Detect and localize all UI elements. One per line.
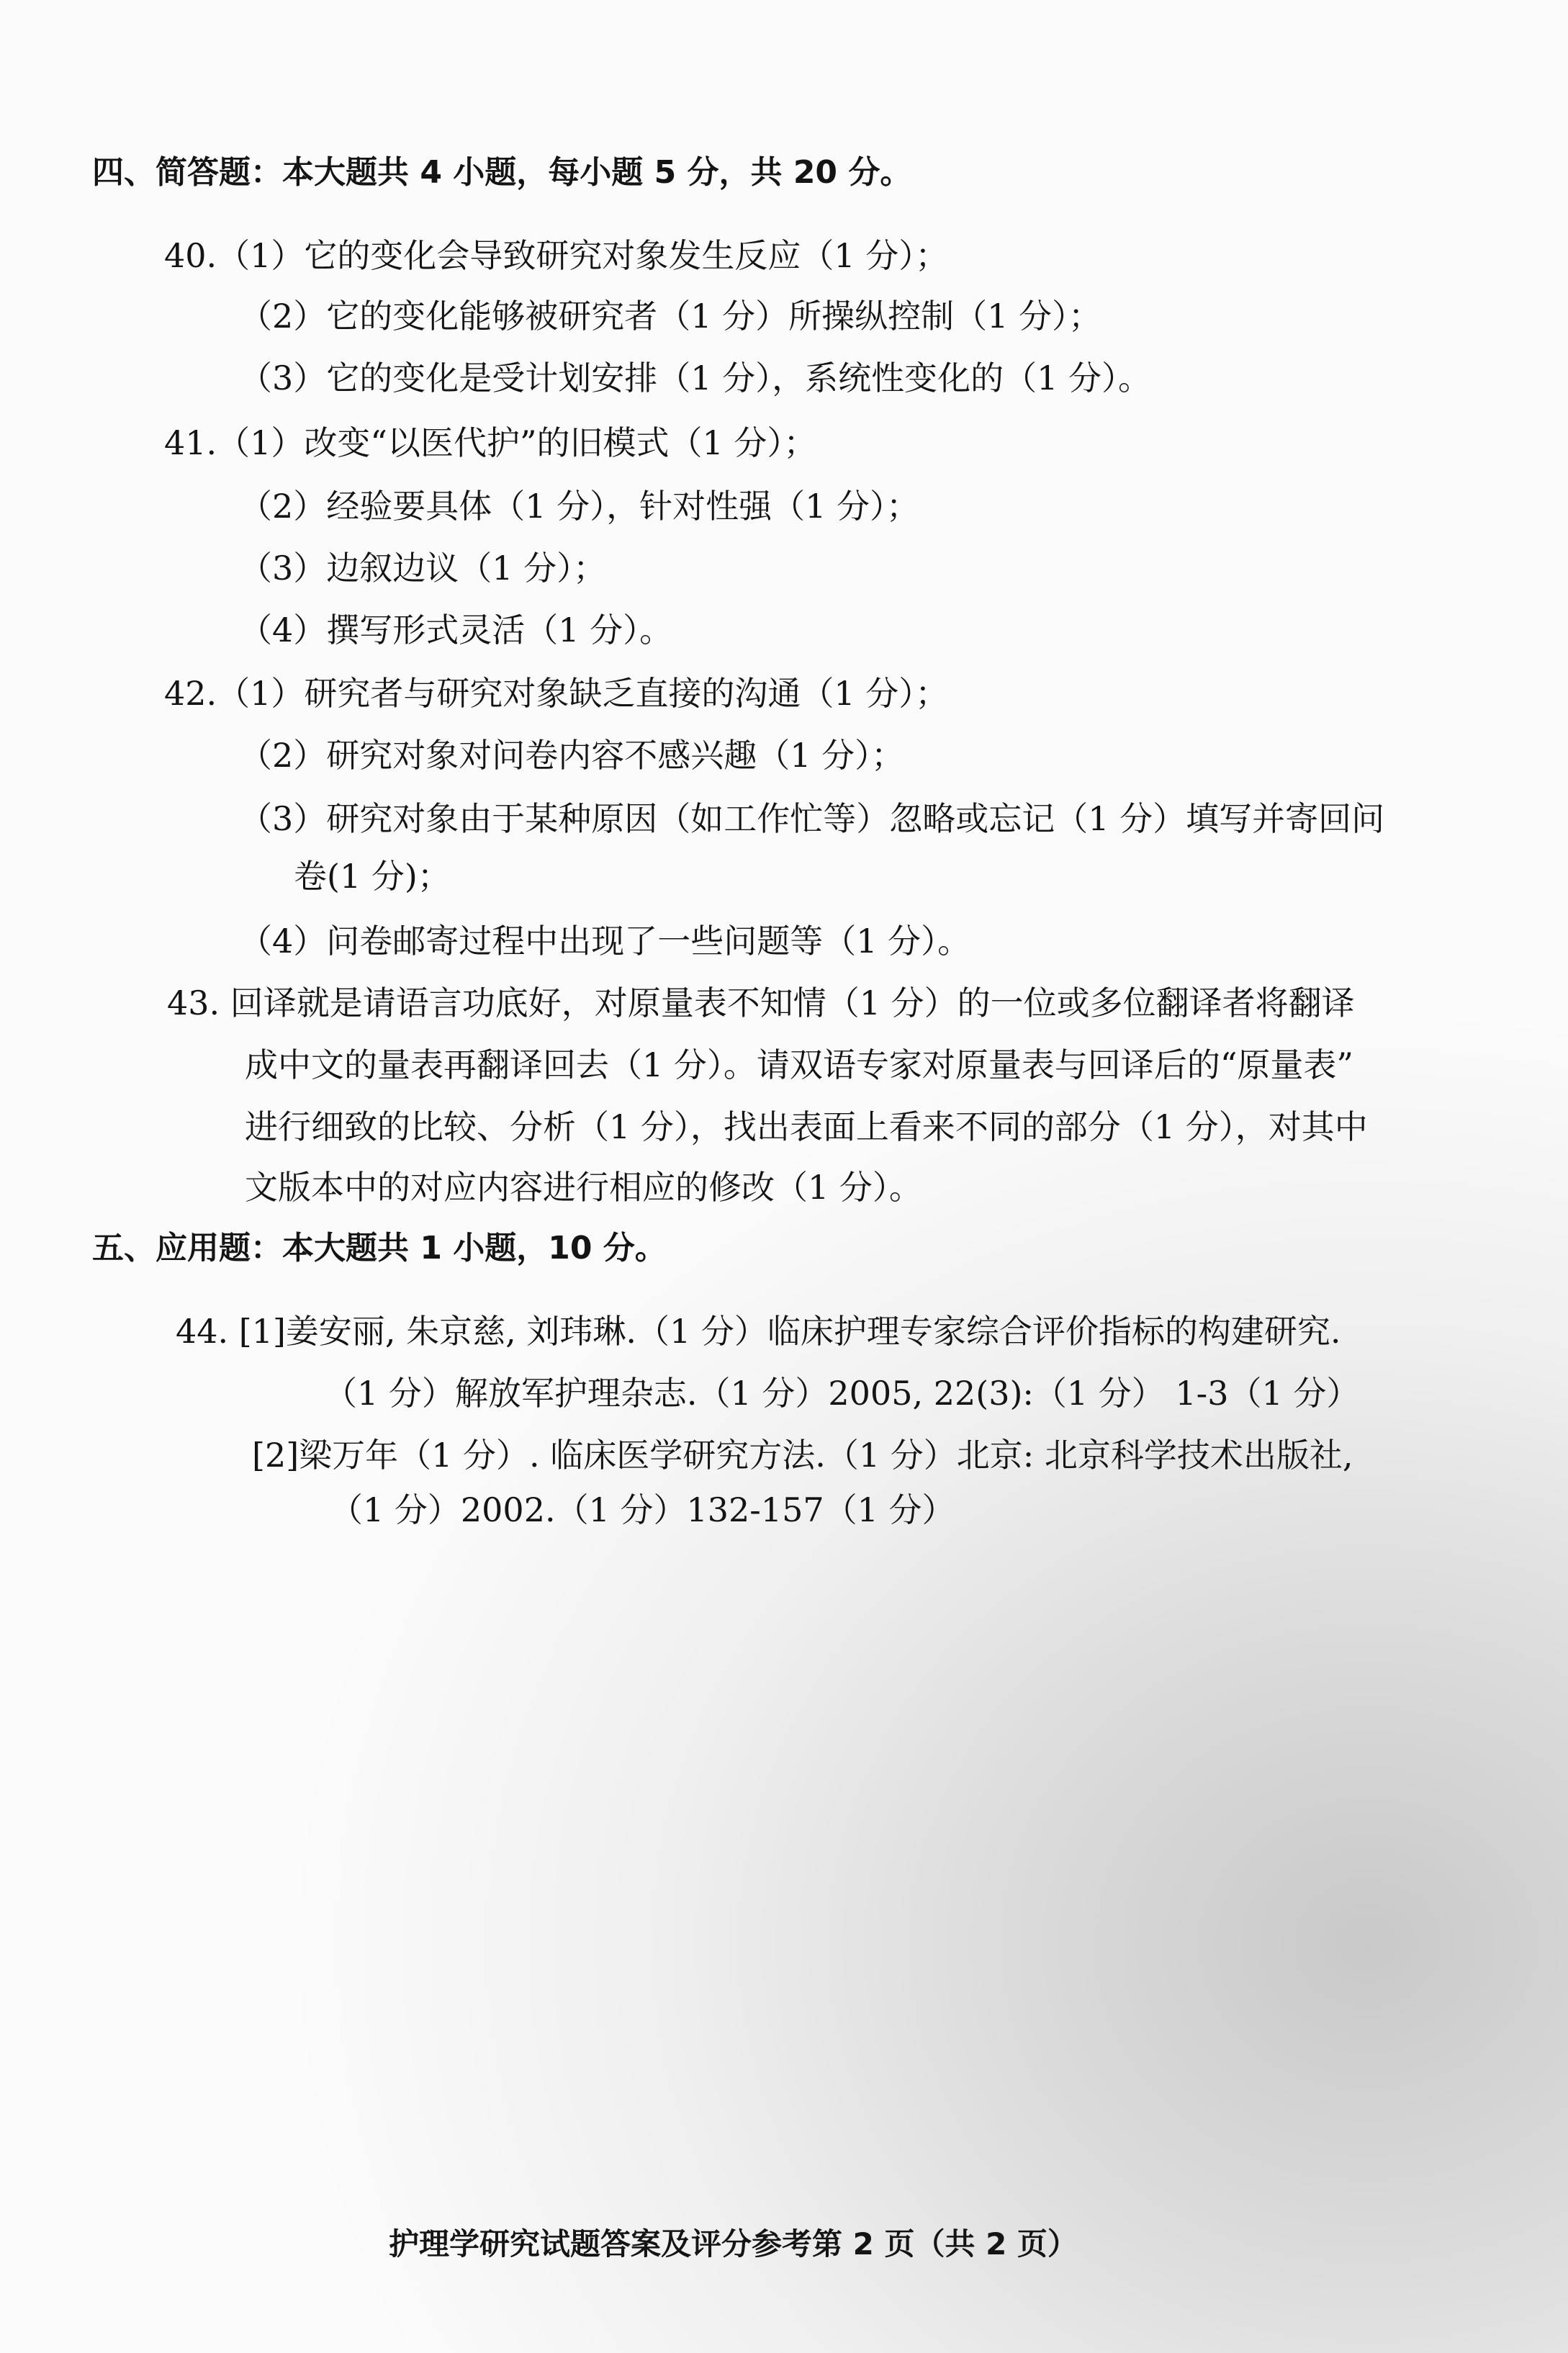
answer-43-line: 43. 回译就是请语言功底好，对原量表不知情（1 分）的一位或多位翻译者将翻译 <box>167 984 1355 1022</box>
answer-42-line: 42.（1）研究者与研究对象缺乏直接的沟通（1 分）； <box>164 674 949 713</box>
answer-43-line: 成中文的量表再翻译回去（1 分）。请双语专家对原量表与回译后的“原量表” <box>245 1045 1353 1084</box>
answer-41-line: （3）边叙边议（1 分）； <box>239 549 607 588</box>
answer-41-line: 41.（1）改变“以医代护”的旧模式（1 分）； <box>164 423 817 462</box>
answer-44-line: 44. [1]姜安丽, 朱京慈, 刘玮琳.（1 分）临床护理专家综合评价指标的构建研究. <box>176 1312 1341 1351</box>
page-footer: 护理学研究试题答案及评分参考第 2 页（共 2 页） <box>389 2226 1078 2262</box>
answer-43-line: 文版本中的对应内容进行相应的修改（1 分）。 <box>245 1168 922 1207</box>
answer-40-line: 40.（1）它的变化会导致研究对象发生反应（1 分）； <box>164 236 949 275</box>
section-5-heading: 五、应用题：本大题共 1 小题，10 分。 <box>92 1230 667 1267</box>
answer-44-line: [2]梁万年（1 分）. 临床医学研究方法.（1 分）北京: 北京科学技术出版社, <box>252 1436 1353 1475</box>
answer-42-line: 卷(1 分)； <box>294 857 451 896</box>
answer-40-line: （2）它的变化能够被研究者（1 分）所操纵控制（1 分）； <box>239 297 1102 336</box>
answer-42-line: （2）研究对象对问卷内容不感兴趣（1 分）； <box>239 736 905 775</box>
answer-42-line: （3）研究对象由于某种原因（如工作忙等）忽略或忘记（1 分）填写并寄回问 <box>239 799 1385 838</box>
answer-43-line: 进行细致的比较、分析（1 分），找出表面上看来不同的部分（1 分），对其中 <box>245 1107 1368 1146</box>
answer-44-line: （1 分）2002.（1 分）132-157（1 分） <box>330 1490 955 1529</box>
section-4-heading: 四、简答题：本大题共 4 小题，每小题 5 分，共 20 分。 <box>92 154 912 191</box>
answer-41-line: （4）撰写形式灵活（1 分）。 <box>239 611 673 649</box>
answer-41-line: （2）经验要具体（1 分），针对性强（1 分）； <box>239 487 920 526</box>
answer-42-line: （4）问卷邮寄过程中出现了一些问题等（1 分）。 <box>239 922 971 960</box>
answer-40-line: （3）它的变化是受计划安排（1 分），系统性变化的（1 分）。 <box>239 359 1152 397</box>
answer-44-line: （1 分）解放军护理杂志.（1 分）2005, 22(3):（1 分） 1-3（1 分） <box>324 1374 1360 1413</box>
